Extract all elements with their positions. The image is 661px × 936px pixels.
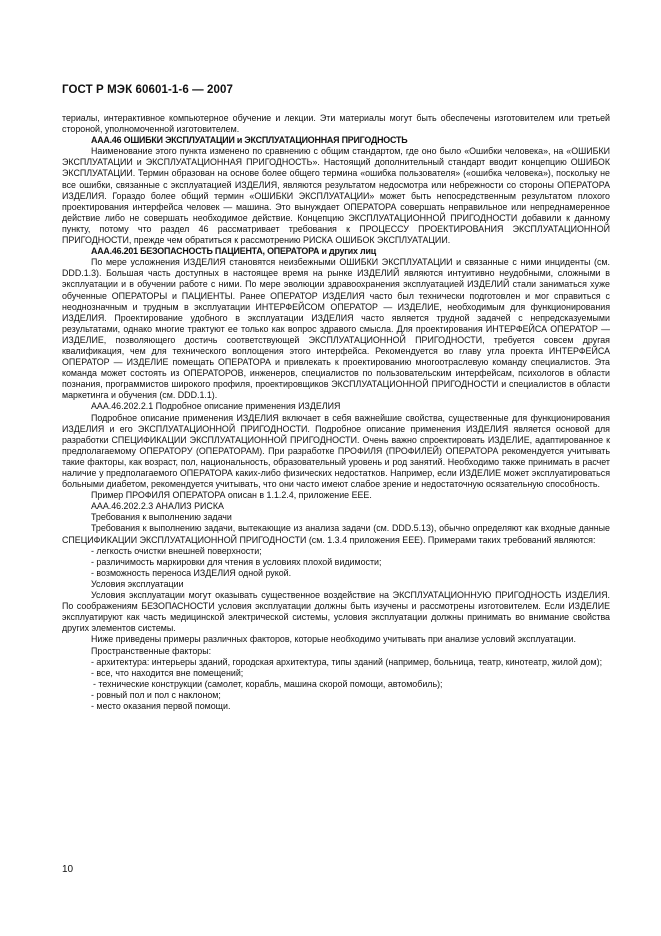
paragraph-continuation: териалы, интерактивное компьютерное обучение и лекции. Эти материалы могут быть обеспечены изготовителем или третьей стороной, уполномоченной изготовителем. <box>62 113 610 135</box>
subsection-title: ААА.46.202.2.1 Подробное описание применения ИЗДЕЛИЯ <box>91 401 341 412</box>
list-item: - все, что находится вне помещений; <box>91 667 244 678</box>
paragraph: Условия эксплуатации могут оказывать существенное воздействие на ЭКСПЛУАТАЦИОННУЮ ПРИГОДНОСТЬ ИЗДЕЛИЯ. По соображениям БЕЗОПАСНОСТИ условия эксплуатации должны быть изучены и рассмотрены изготовителем. Если ИЗДЕЛИЕ эксплуатируют как часть медицинской электрической системы, условия эксплуатации должны принимать во внимание свойства других элементов системы. <box>62 590 610 634</box>
subsection-title: Требования к выполнению задачи <box>91 512 232 523</box>
list-item: - место оказания первой помощи. <box>91 700 231 711</box>
document-header: ГОСТ Р МЭК 60601-1-6 — 2007 <box>62 84 233 96</box>
paragraph: Требования к выполнению задачи, вытекающие из анализа задачи (см. DDD.5.13), обычно определяют как входные данные СПЕЦИФИКАЦИИ ЭКСПЛУАТАЦИОННОЙ ПРИГОДНОСТИ (см. 1.3.4 приложения ЕЕЕ). Примерами таких требований являются: <box>62 523 610 545</box>
section-heading-aaa46: ААА.46 ОШИБКИ ЭКСПЛУАТАЦИИ и ЭКСПЛУАТАЦИОННАЯ ПРИГОДНОСТЬ <box>91 135 408 146</box>
page-number: 10 <box>62 864 74 875</box>
paragraph: Наименование этого пункта изменено по сравнению с общим стандартом, где оно было «Ошибки человека», на «ОШИБКИ ЭКСПЛУАТАЦИИ и ЭКСПЛУАТАЦИОННАЯ ПРИГОДНОСТЬ». Настоящий дополнительный стандарт вводит концепцию ОШИБОК ЭКСПЛУАТАЦИИ. Термин образован на основе более общего термина «ошибка пользователя» («ошибка человека»), поскольку не все ошибки, связанные с эксплуатацией ИЗДЕЛИЯ, являются результатом недосмотра или небрежности со стороны ОПЕРАТОРА ИЗДЕЛИЯ. Гораздо более общий термин «ОШИБКИ ЭКСПЛУАТАЦИИ» может быть непосредственным результатом плохого проектирования интерфейса человек — машина. Это вынуждает ОПЕРАТОРА совершать неправильное или непреднамеренное действие либо не совершать необходимое действие. Концепцию ЭКСПЛУАТАЦИОННОЙ ПРИГОДНОСТИ добавили к данному пункту, потому что раздел 46 рассматривает требования к ПРОЦЕССУ ПРОЕКТИРОВАНИЯ ЭКСПЛУАТАЦИОННОЙ ПРИГОДНОСТИ, прежде чем обратиться к рассмотрению РИСКА ОШИБОК ЭКСПЛУАТАЦИИ. <box>62 146 610 246</box>
list-item: - легкость очистки внешней поверхности; <box>91 545 262 556</box>
list-item: - технические конструкции (самолет, корабль, машина скорой помощи, автомобиль); <box>93 678 443 689</box>
paragraph: По мере усложнения ИЗДЕЛИЯ становятся неизбежными ОШИБКИ ЭКСПЛУАТАЦИИ и связанные с ними инциденты (см. DDD.1.3). Большая часть доступных в настоящее время на рынке ИЗДЕЛИЙ являются интуитивно неудобными, сложными в эксплуатации и в обучении работе с ними. По мере эволюции здравоохранения эксплуатацией ИЗДЕЛИЙ стали заниматься хуже обученные ОПЕРАТОРЫ и ПАЦИЕНТЫ. Ранее ОПЕРАТОР ИЗДЕЛИЯ часто был технически подготовлен и мог справиться с неоднозначным и трудным в эксплуатации ИНТЕРФЕЙСОМ ОПЕРАТОР — ИЗДЕЛИЕ, необходимым для функционирования ИЗДЕЛИЯ. Проектирование удобного в эксплуатации ИЗДЕЛИЯ часто является трудной задачей с непредсказуемыми результатами, однако многие трактуют ее только как вопрос здравого смысла. Для проектирования ИНТЕРФЕЙСА ОПЕРАТОР — ИЗДЕЛИЕ, позволяющего достичь соответствующей ЭКСПЛУАТАЦИОННОЙ ПРИГОДНОСТИ, требуется совсем другая квалификация, чем для технического воплощения этого интерфейса. Рекомендуется во главу угла проекта ИНТЕРФЕЙСА ОПЕРАТОР — ИЗДЕЛИЕ помещать ОПЕРАТОРА и привлекать к проектированию многоотраслевую команду специалистов. Эта команда может состоять из ОПЕРАТОРОВ, инженеров, специалистов по пользовательским интерфейсам, психологов в области познания, программистов широкого профиля, проектировщиков ЭКСПЛУАТАЦИОННОЙ ПРИГОДНОСТИ и специалистов в области маркетинга и обучения (см. DDD.1.1). <box>62 257 610 401</box>
paragraph: Ниже приведены примеры различных факторов, которые необходимо учитывать при анализе условий эксплуатации. <box>91 634 576 645</box>
paragraph: Подробное описание применения ИЗДЕЛИЯ включает в себя важнейшие свойства, существенные для функционирования ИЗДЕЛИЯ и его ЭКСПЛУАТАЦИОННОЙ ПРИГОДНОСТИ. Подробное описание применения ИЗДЕЛИЯ является основой для разработки СПЕЦИФИКАЦИИ ЭКСПЛУАТАЦИОННОЙ ПРИГОДНОСТИ. Очень важно спроектировать ИЗДЕЛИЕ, адаптированное к предполагаемому ОПЕРАТОРУ (ОПЕРАТОРАМ). При разработке ПРОФИЛЯ (ПРОФИЛЕЙ) ОПЕРАТОРА рекомендуется учитывать такие факторы, как возраст, пол, национальность, образовательный уровень и род занятий. Необходимо также принимать в расчет наличие у предполагаемого ОПЕРАТОРА каких-либо физических недостатков. Например, если ИЗДЕЛИЕ может эксплуатироваться больными диабетом, рекомендуется учитывать, что они часто имеют слабое зрение и недостаточную осязательную способность. <box>62 412 610 490</box>
list-item: - ровный пол и пол с наклоном; <box>91 689 221 700</box>
subsection-title: Пространственные факторы: <box>91 645 212 656</box>
paragraph: Пример ПРОФИЛЯ ОПЕРАТОРА описан в 1.1.2.4, приложение ЕЕЕ. <box>91 490 372 501</box>
section-heading-aaa46-201: ААА.46.201 БЕЗОПАСНОСТЬ ПАЦИЕНТА, ОПЕРАТОРА и других лиц <box>91 246 376 257</box>
list-item: - различимость маркировки для чтения в условиях плохой видимости; <box>91 556 382 567</box>
document-body <box>62 113 610 712</box>
list-item: - возможность переноса ИЗДЕЛИЯ одной рукой. <box>91 567 292 578</box>
subsection-title: Условия эксплуатации <box>91 578 184 589</box>
subsection-title: ААА.46.202.2.3 АНАЛИЗ РИСКА <box>91 501 224 512</box>
list-item: - архитектура: интерьеры зданий, городская архитектура, типы зданий (например, больница, театр, кинотеатр, жилой дом); <box>91 656 603 667</box>
